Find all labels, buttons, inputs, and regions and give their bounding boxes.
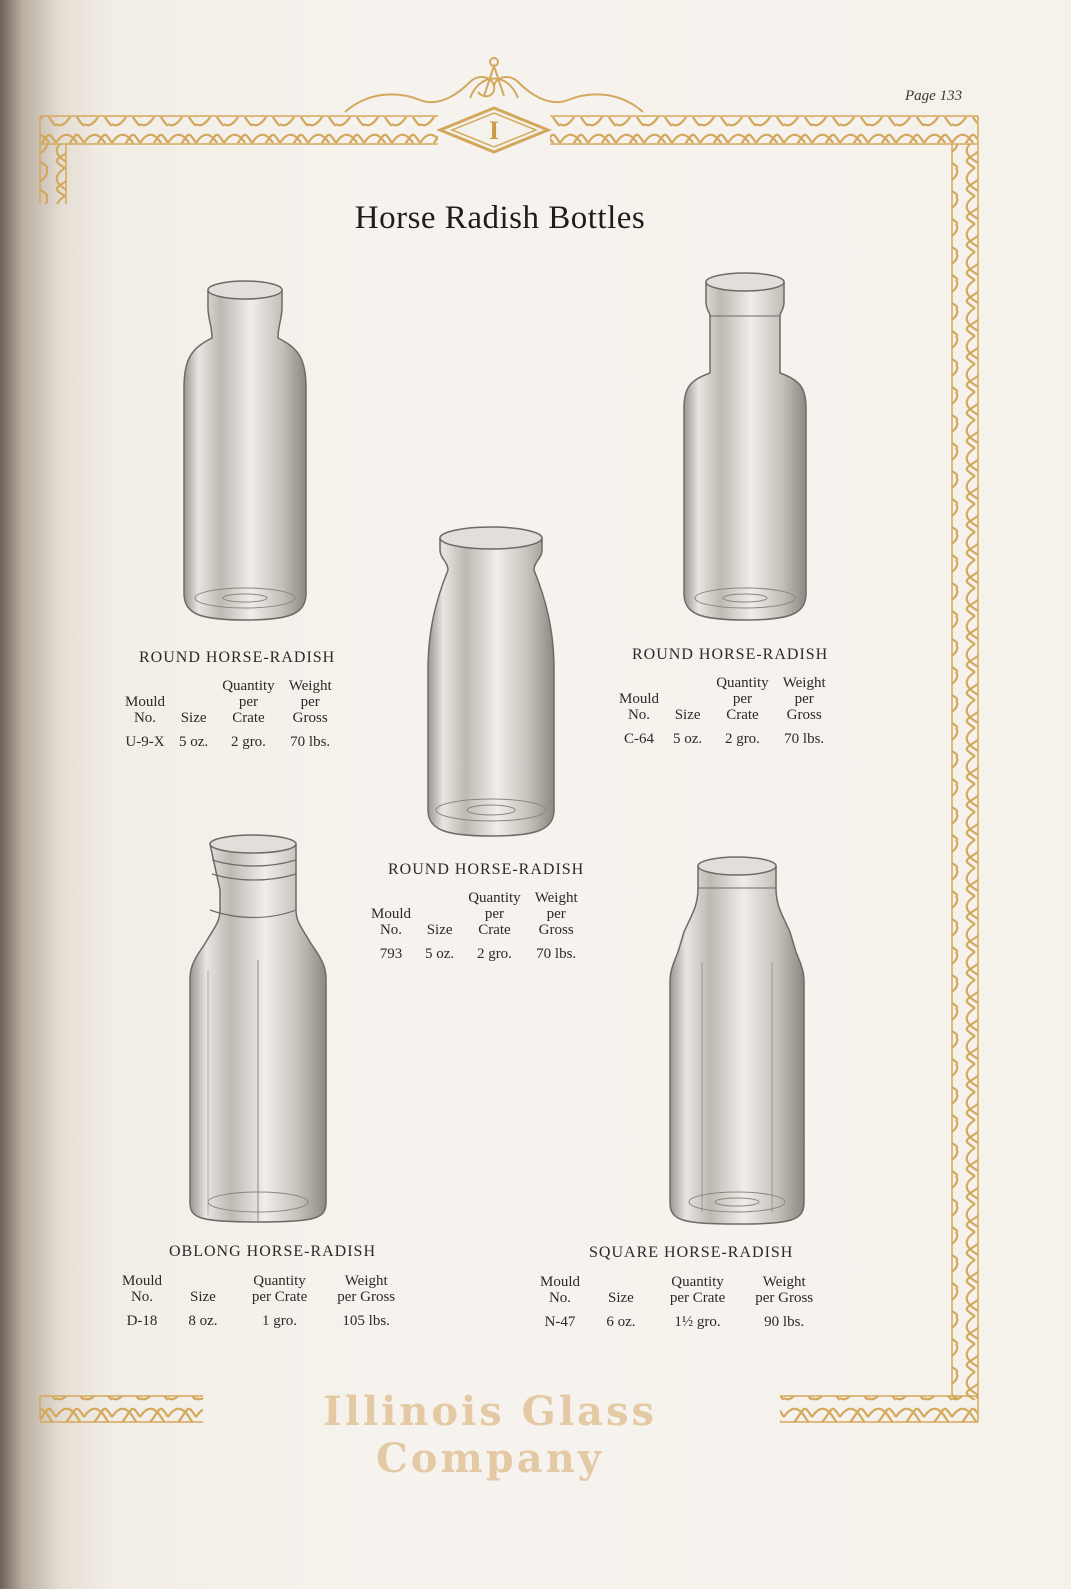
emblem-letter: I: [488, 116, 500, 145]
bottle-illustration-round-u9x: [170, 278, 320, 628]
product-name-round-793: ROUND HORSE-RADISH: [388, 861, 585, 878]
mould-value: N-47: [544, 1314, 576, 1330]
header-mould-no: Mould No.: [371, 906, 412, 938]
product-name-oblong-d18: OBLONG HORSE-RADISH: [169, 1243, 377, 1260]
header-size: Size: [426, 922, 453, 938]
quantity-value: 2 gro.: [476, 946, 512, 962]
header-weight: Weight per Gross: [755, 1274, 814, 1306]
size-value: 6 oz.: [606, 1314, 636, 1330]
header-mould-no: Mould No.: [125, 694, 166, 726]
product-name-square-n47: SQUARE HORSE-RADISH: [589, 1244, 794, 1261]
header-weight: Weight per Gross: [337, 1273, 396, 1305]
header-mould-no: Mould No.: [619, 691, 660, 723]
mould-value: D-18: [126, 1313, 158, 1329]
header-quantity: Quantity per Crate: [468, 890, 521, 938]
page-title: Horse Radish Bottles: [354, 200, 646, 236]
product-name-round-c64: ROUND HORSE-RADISH: [632, 646, 829, 663]
quantity-value: 1½ gro.: [674, 1314, 721, 1330]
size-value: 5 oz.: [425, 946, 455, 962]
size-value: 5 oz.: [673, 731, 703, 747]
spec-table-u9x: [118, 678, 339, 750]
weight-value: 70 lbs.: [784, 731, 825, 747]
header-size: Size: [608, 1290, 634, 1306]
header-quantity: Quantity per Crate: [222, 678, 275, 726]
weight-value: 70 lbs.: [536, 946, 577, 962]
mould-value: C-64: [624, 731, 654, 747]
mould-value: U-9-X: [125, 734, 165, 750]
bottle-illustration-round-c64: [670, 268, 820, 626]
bottle-illustration-oblong-d18: [178, 830, 338, 1230]
header-weight: Weight per Gross: [782, 675, 826, 723]
crest-ornament: [345, 58, 643, 112]
quantity-value: 2 gro.: [724, 731, 760, 747]
header-weight: Weight per Gross: [534, 890, 578, 938]
header-weight: Weight per Gross: [288, 678, 332, 726]
header-quantity: Quantity per Crate: [669, 1274, 726, 1306]
header-mould-no: Mould No.: [122, 1273, 163, 1305]
weight-value: 105 lbs.: [342, 1313, 390, 1329]
weight-value: 70 lbs.: [290, 734, 331, 750]
quantity-value: 1 gro.: [262, 1313, 298, 1329]
bottle-illustration-round-793: [416, 520, 566, 840]
product-name-round-u9x: ROUND HORSE-RADISH: [139, 649, 336, 666]
header-quantity: Quantity per Crate: [251, 1273, 308, 1305]
spec-table-793: [364, 890, 585, 962]
size-value: 8 oz.: [188, 1313, 218, 1329]
header-size: Size: [180, 710, 207, 726]
spec-table-d18: [112, 1273, 407, 1329]
size-value: 5 oz.: [179, 734, 209, 750]
quantity-value: 2 gro.: [230, 734, 266, 750]
header-mould-no: Mould No.: [540, 1274, 581, 1306]
company-wordmark: Illinois Glass Company: [322, 1388, 657, 1482]
header-size: Size: [674, 707, 701, 723]
spec-table-c64: [612, 675, 833, 747]
weight-value: 90 lbs.: [764, 1314, 805, 1330]
spec-table-n47: [530, 1274, 825, 1330]
page-number: Page 133: [905, 88, 963, 104]
header-size: Size: [190, 1289, 216, 1305]
mould-value: 793: [379, 946, 403, 962]
bottle-illustration-square-n47: [662, 852, 812, 1232]
header-quantity: Quantity per Crate: [716, 675, 769, 723]
